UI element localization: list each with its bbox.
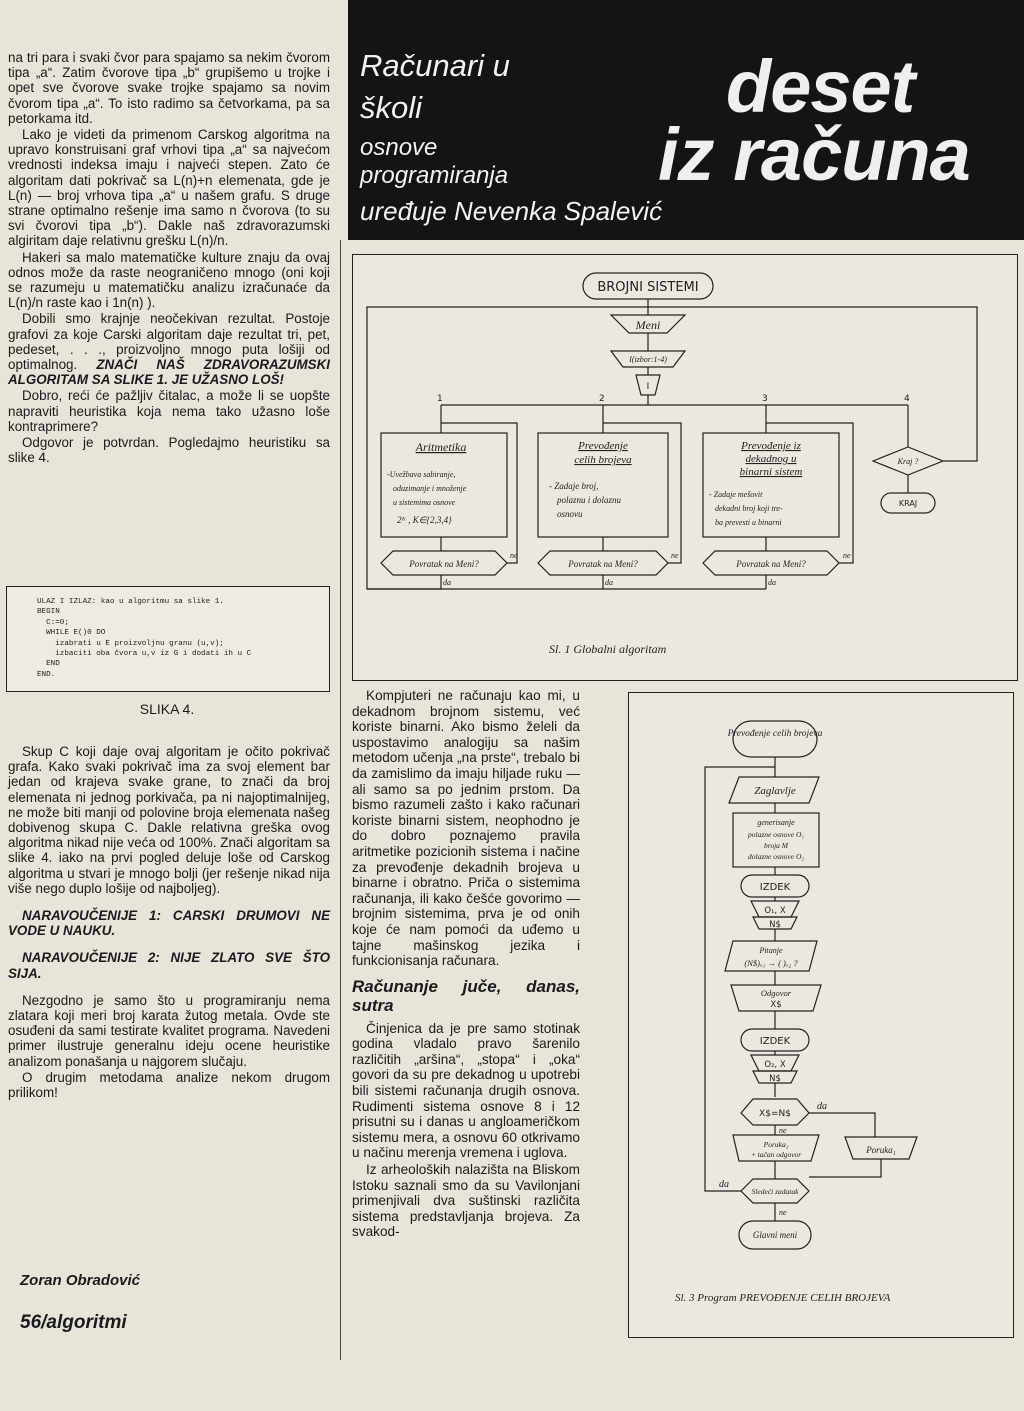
fc1-b2-title1: Prevođenje	[578, 440, 628, 452]
fc1-da-1: da	[443, 578, 451, 587]
paragraph: Nezgodno je samo što u programiranju nema zlatara koji meri broj karata žutog metala. Ovde ste osuđeni da sami testirate kvalitet programa. Navedeni primer ilustruje generalnu ideju ocene heuristike analizom ponašanja u najgorem slučaju.	[8, 992, 330, 1069]
fc3-gen-line4: dolazne osnove O₂	[748, 852, 804, 861]
fc1-return-label-3: Povratak na Meni?	[736, 559, 806, 569]
fc1-b1-line4: 2ᴷ , K∈{2,3,4}	[397, 515, 452, 525]
fc1-b3-line3: ba prevesti u binarni	[715, 518, 782, 527]
fc1-b1-title: Aritmetika	[415, 440, 467, 454]
fc3-da-label-2: da	[719, 1179, 729, 1190]
column-title-line1: Računari u	[360, 48, 510, 83]
figure-1-frame	[352, 254, 1018, 681]
paragraph: na tri para i svaki čvor para spajamo sa nekim čvorom tipa „a“. Zatim čvorove tipa „b“ grupišemo u trojke i opet sve čvorove svake trojke spajamo sa novim čvorom tipa „a“. To isto radimo sa četvorkama, pa sa petorkama itd.	[8, 50, 330, 126]
code-line: END.	[37, 670, 56, 679]
fc1-return-label-1: Povratak na Meni?	[409, 559, 479, 569]
paragraph-text: Dobili smo krajnje neočekivan rezultat. Postoje grafovi za koje Carski algoritam daje rezultat tri, pet, pedeset, . . ., proizvoljno mnogo puta lošiji od optimalnog.	[8, 311, 330, 373]
fc1-da-2: da	[605, 578, 613, 587]
fc3-pitanje-line1: Pitanje	[759, 946, 783, 955]
fc1-kraj-label: KRAJ	[898, 499, 918, 508]
fc1-b2-line2: polaznu i dolaznu	[557, 495, 622, 505]
paragraph: Dobro, reći će pažljiv čitalac, a može li se uopšte napraviti heuristika koja nema tako užasno loše kontraprimere?	[8, 388, 330, 434]
paragraph: Odgovor je potvrdan. Pogledajmo heuristiku sa slike 4.	[8, 435, 330, 466]
fc3-poruka2-line2: + tačan odgovor	[750, 1150, 802, 1159]
fc3-main-label: Glavni meni	[752, 1230, 798, 1240]
fc3-odgovor-line2: X$	[770, 1000, 782, 1010]
emphasis-text: ZNAČI NAŠ ZDRAVORAZUMSKI ALGORITAM SA SLIKE 1. JE UŽASNO LOŠ!	[8, 357, 330, 388]
left-column-top	[8, 50, 330, 466]
fc3-zaglavlje-label: Zaglavlje	[754, 785, 796, 797]
figure-3-flowchart	[629, 693, 1013, 1337]
fc1-caption: Sl. 1 Globalni algoritam	[549, 642, 667, 656]
article-title-line1: deset	[726, 45, 915, 128]
middle-column	[352, 688, 580, 1241]
fc1-branch-4: 4	[904, 394, 910, 404]
left-column-bottom	[8, 744, 330, 1101]
fc1-da-3: da	[768, 578, 776, 587]
header-banner	[348, 0, 1024, 240]
fc3-pitanje-line2: (N$)ₒ₁ → ( )ₒ₂ ?	[744, 958, 798, 968]
code-line: END	[37, 660, 60, 669]
fc3-ne-label-2: ne	[779, 1208, 787, 1217]
column-subtitle-line1: osnove	[360, 134, 438, 161]
fc1-b2-line3: osnovu	[557, 509, 583, 519]
figure-3-frame	[628, 692, 1014, 1338]
paragraph: Lako je videti da primenom Carskog algoritma na upravo konstruisani graf vrhovi tipa „a“ sa najvećom vrednosti indeksa imaju i najveći stepen. Zato će algoritam dati pokrivač sa L(n)+n elemenata, gde je L(n) — broj vrhova tipa „a“ u našem grafu. S druge strane optimalno rešenje ima samo n čvorova (to su svi čvorovi tipa „b“). Dakle naš zdravorazumski algiritam daje relativnu grešku L(n)/n.	[8, 127, 330, 249]
fc1-b2-title2: celih brojeva	[574, 454, 632, 466]
column-divider	[340, 240, 341, 1360]
moral-1: NARAVOUČENIJE 1: CARSKI DRUMOVI NE VODE U NAUKU.	[8, 908, 330, 939]
paragraph: Hakeri sa malo matematičke kulture znaju da ovaj odnos može da raste neograničeno mnogo (oni koji se razumeju u matematičku analizu izračunaće da L(n)/n raste kao i 1n(n) ).	[8, 249, 330, 311]
section-heading: Računanje juče, danas, sutra	[352, 976, 580, 1015]
column-title-line2: školi	[360, 90, 423, 125]
author-signature: Zoran Obradović	[20, 1272, 141, 1289]
fc1-b2-line1: - Zadaje broj,	[549, 481, 599, 491]
fc1-b1-line1: -Uvežbava sabiranje,	[387, 470, 456, 479]
fc3-odgovor-line1: Odgovor	[760, 988, 792, 998]
page-number: 56/algoritmi	[20, 1312, 127, 1333]
fc1-b3-line1: - Zadaje mešovit	[709, 490, 763, 499]
paragraph: Kompjuteri ne računaju kao mi, u dekadnom brojnom sistemu, već koriste binarni. Ako bismo želeli da uspostavimo analogiju sa našim metodom učenja „na prste“, trebalo bi da zamislimo da imaju hiljade ruku — ali samo sa po jednim prstom. Da bismo razumeli zašto i kako računari koriste binarni sistem, neophodno je do dobro poznajemo pravila aritmetike pozicionih sistema i načine za prevođenje dekadnih brojeva u binarne i obratno. Priča o sistemima računanja, ili kako češće govorimo — brojnim sistemima, prva je od onih koje će nam pomoći da uđemo u tajne mašinskog jezika i funkcionisanja računara.	[352, 688, 580, 969]
fc1-input-label: I(izbor:1-4)	[629, 355, 667, 364]
fc3-start-terminal	[733, 721, 817, 757]
paragraph: Iz arheoloških nalazišta na Bliskom Istoku saznali smo da su Vavilonjani primenjivali dva suštinski različita sistema predstavljanja brojeva. Za svakod-	[352, 1162, 580, 1240]
fc3-izdek-label-1: IZDEK	[759, 882, 791, 893]
code-line: izbaciti oba čvora u,v iz G i dodati ih u C	[37, 650, 252, 659]
fc1-ne-1: ne	[510, 551, 518, 560]
code-line: WHILE E()0 DO	[37, 629, 106, 638]
paragraph: Skup C koji daje ovaj algoritam je očito pokrivač grafa. Kako svaki pokrivač ima za svoj element bar jedan od krajeva svake grane, to znači da broj elemenata ni jednog porkivača, pa ni najoptimalnijeg, ne može biti manji od polovine broja elemenata našeg dobivenog skupa C. Dakle relativna greška ovog algoritma nikad nije veća od 100%. Znači algoritam sa slike 4. iako na prvi pogled deluje loše od Carskog algoritma u stvari je mnogo bolji (jer rešenje nikad nija više nego duplo lošije od najboljeg).	[8, 744, 330, 896]
fc3-ns-label-2: N$	[769, 1074, 781, 1084]
fc3-o2x-label: O₂, X	[764, 1060, 786, 1070]
fc1-i-label: I	[646, 382, 650, 392]
fc1-ne-3: ne	[843, 551, 851, 560]
fc1-kraj-question: Kraj ?	[897, 457, 919, 466]
code-line: ULAZ I IZLAZ: kao u algoritmu sa slike 1.	[37, 598, 224, 606]
code-line: BEGIN	[37, 608, 60, 617]
column-subtitle-line2: programiranja	[360, 162, 509, 189]
code-line: C:=0;	[37, 618, 69, 627]
figure-caption-4: SLIKA 4.	[139, 701, 195, 717]
fc1-branch-1: 1	[437, 394, 443, 404]
fc3-gen-line3: broja M	[763, 841, 789, 850]
code-listing-box	[6, 586, 330, 692]
fc1-b3-title1: Prevođenje iz	[741, 440, 801, 452]
paragraph	[8, 311, 330, 387]
fc3-start-label: Prevođenje celih brojeva	[727, 729, 823, 739]
code-line: izabrati u E proizvoljnu granu (u,v);	[37, 639, 224, 648]
article-title-line2: iz računa	[658, 113, 970, 196]
fc1-title: BROJNI SISTEMI	[597, 280, 699, 295]
fc3-o1x-label: O₁, X	[764, 906, 786, 916]
fc1-branch-2: 2	[599, 394, 605, 404]
fc1-return-label-2: Povratak na Meni?	[568, 559, 638, 569]
fc1-b1-line2: oduzimanje i množenje	[393, 484, 467, 493]
fc3-gen-line1: generisanje	[757, 818, 795, 827]
paragraph: O drugim metodama analize nekom drugom prilikom!	[8, 1069, 330, 1101]
fc3-caption: Sl. 3 Program PREVOĐENJE CELIH BROJEVA	[675, 1292, 891, 1304]
fc3-izdek-label-2: IZDEK	[759, 1036, 791, 1047]
code-listing	[37, 597, 251, 680]
fc1-b3-title3: binarni sistem	[739, 466, 803, 478]
fc1-ne-2: ne	[671, 551, 679, 560]
fc1-menu-label: Meni	[635, 318, 661, 332]
column-editor: uređuje Nevenka Spalević	[360, 196, 663, 226]
paragraph: Činjenica da je pre samo stotinak godina vladalo pravo šarenilo različitih „aršina“, „stopa“ i „oka“ govori da su pre dekadnog u upotrebi bili sistemi računanja drugih osnova. Rudimenti sistema osnove 8 i 12 prisutni su i danas u angloameričkom sistemu mera, a osnovu 60 otkrivamo u načinu merenja vremena i uglova.	[352, 1020, 580, 1161]
fc1-branch-3: 3	[762, 394, 768, 404]
fc3-compare-label: X$=N$	[759, 1109, 791, 1119]
fc1-b3-title2: dekadnog u	[745, 453, 797, 465]
fc3-poruka2-line1: Poruka₂	[763, 1140, 789, 1149]
fc3-ns-label: N$	[769, 920, 781, 930]
fc3-gen-line2: polazne osnove O₁	[748, 830, 804, 839]
fc3-ne-label-1: ne	[779, 1126, 787, 1135]
fc3-poruka1-label: Poruka₁	[866, 1145, 896, 1155]
fc1-b1-line3: u sistemima osnove	[393, 498, 456, 507]
moral-2: NARAVOUČENIJE 2: NIJE ZLATO SVE ŠTO SIJA.	[8, 950, 330, 981]
fc3-next-label: Sledeći zadatak	[751, 1187, 799, 1196]
fc3-da-label-1: da	[817, 1101, 827, 1112]
fc1-b3-line2: dekadni broj koji tre-	[715, 504, 783, 513]
figure-1-flowchart	[353, 255, 1017, 680]
